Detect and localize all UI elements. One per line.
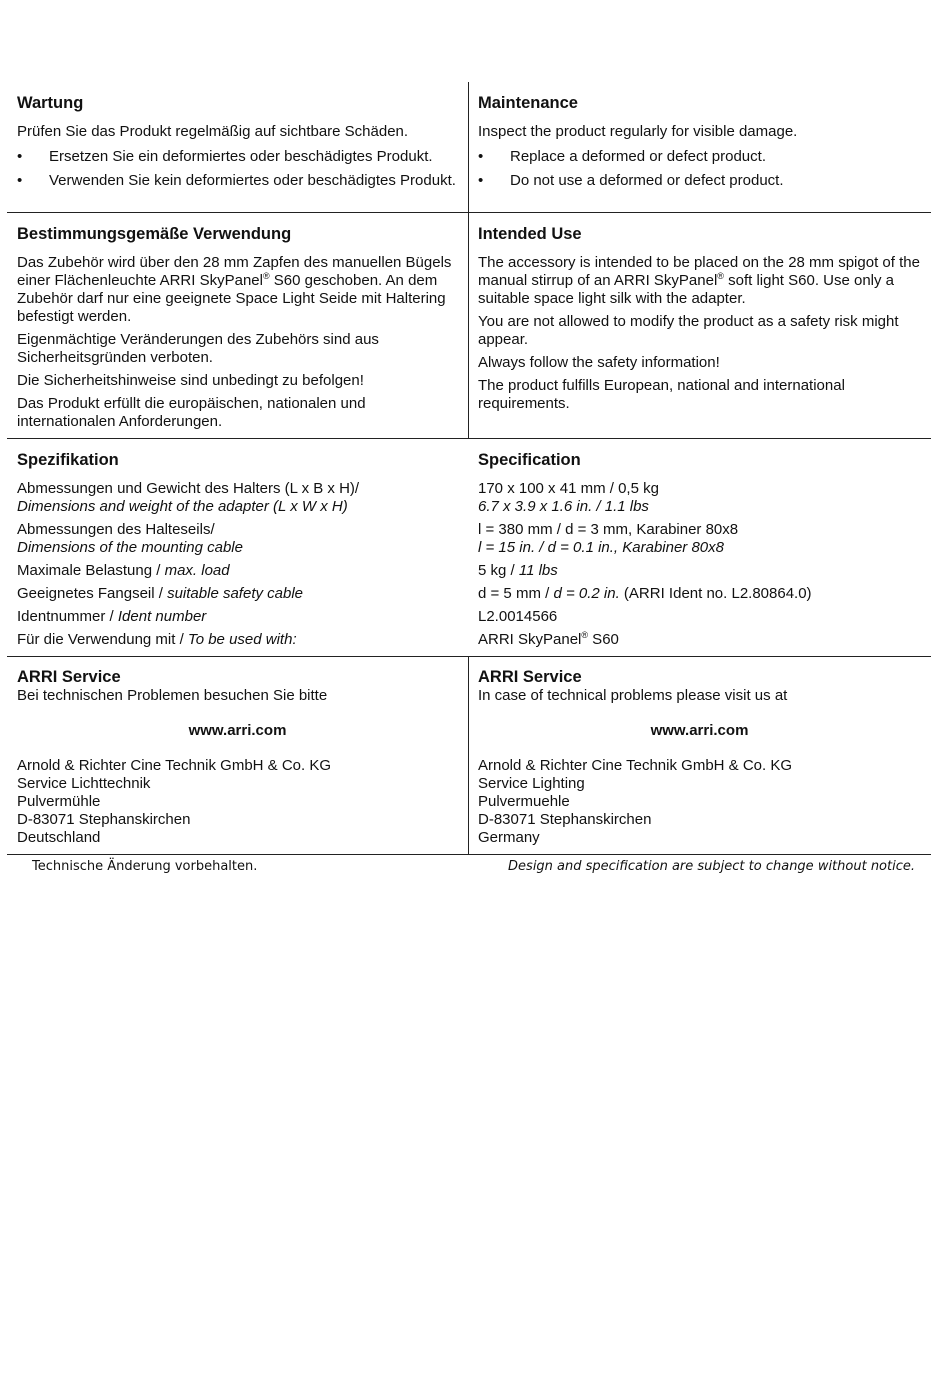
service-en-cell xyxy=(469,657,931,854)
service-de-text: Bei technischen Problemen besuchen Sie bitte xyxy=(17,687,328,704)
spec-value: 5 kg / 11 lbs xyxy=(478,562,558,579)
list-item: • Verwenden Sie kein deformiertes oder beschädigtes Produkt. xyxy=(17,172,456,189)
list-item: • Ersetzen Sie ein deformiertes oder beschädigtes Produkt. xyxy=(17,148,433,165)
registered-mark: ® xyxy=(717,271,724,281)
service-de-cell xyxy=(7,657,469,854)
wartung-intro: Prüfen Sie das Produkt regelmäßig auf sichtbare Schäden. xyxy=(17,123,409,140)
wartung-heading: Wartung xyxy=(17,94,84,112)
spec-label: Abmessungen und Gewicht des Halters (L x B x H)/ Dimensions and weight of the adapter (L x W x H) xyxy=(17,480,360,515)
list-item: • Do not use a deformed or defect product. xyxy=(478,172,784,189)
service-en-url[interactable]: www.arri.com xyxy=(650,722,749,739)
specification-row xyxy=(7,439,931,657)
spec-label: Identnummer / Ident number xyxy=(17,608,207,625)
address-line: Pulvermühle xyxy=(17,793,101,810)
spezifikation-heading: Spezifikation xyxy=(17,451,119,469)
bullet-icon: • xyxy=(478,148,484,165)
intended-paragraph-2: You are not allowed to modify the product as a safety risk might appear. xyxy=(478,313,899,348)
spec-value: ARRI SkyPanel® S60 xyxy=(478,630,619,648)
service-en-address xyxy=(478,757,921,847)
bestimmung-paragraph-2: Eigenmächtige Veränderungen des Zubehörs sind aus Sicherheitsgründen verboten. xyxy=(17,331,379,366)
registered-mark: ® xyxy=(581,630,589,640)
intended-use-row xyxy=(7,213,931,439)
specification-heading: Specification xyxy=(478,451,581,469)
bullet-icon: • xyxy=(478,172,484,189)
bestimmung-cell xyxy=(7,213,469,438)
address-line: Service Lichttechnik xyxy=(17,775,151,792)
specification-cell xyxy=(469,439,931,656)
registered-mark: ® xyxy=(262,271,270,281)
address-line: Deutschland xyxy=(17,829,101,846)
maintenance-list xyxy=(478,148,921,190)
bestimmung-paragraph-3: Die Sicherheitshinweise sind unbedingt zu befolgen! xyxy=(17,372,364,389)
maintenance-heading: Maintenance xyxy=(478,94,578,112)
spec-label: Maximale Belastung / max. load xyxy=(17,562,230,579)
maintenance-intro: Inspect the product regularly for visible damage. xyxy=(478,123,798,140)
address-line: Pulvermuehle xyxy=(478,793,570,810)
address-line: D-83071 Stephanskirchen xyxy=(478,811,652,828)
service-de-heading: ARRI Service xyxy=(17,668,121,686)
spec-value: 170 x 100 x 41 mm / 0,5 kg 6.7 x 3.9 x 1.6 in. / 1.1 lbs xyxy=(478,480,659,515)
footer xyxy=(0,859,950,879)
address-line: D-83071 Stephanskirchen xyxy=(17,811,191,828)
address-line: Arnold & Richter Cine Technik GmbH & Co. KG xyxy=(17,757,332,774)
service-de-address xyxy=(17,757,458,847)
footer-right-note: Design and specification are subject to change without notice. xyxy=(508,859,915,874)
spec-label: Für die Verwendung mit / To be used with: xyxy=(17,631,297,648)
intended-heading: Intended Use xyxy=(478,225,582,243)
spec-label: Abmessungen des Halteseils/ Dimensions of the mounting cable xyxy=(17,521,243,556)
maintenance-row xyxy=(7,82,931,213)
bestimmung-paragraph-1: Das Zubehör wird über den 28 mm Zapfen des manuellen Bügels einer Flächenleuchte ARRI SkyPanel® S60 geschoben. An dem Zubehör darf nur eine geeignete Space Light Seide mit Haltering befestigt werden. xyxy=(17,254,452,325)
intended-paragraph-1: The accessory is intended to be placed on the 28 mm spigot of the manual stirrup of an ARRI SkyPanel® soft light S60. Use only a suitable space light silk with the adapter. xyxy=(478,254,920,307)
address-line: Service Lighting xyxy=(478,775,585,792)
service-de-url[interactable]: www.arri.com xyxy=(188,722,287,739)
service-row xyxy=(7,657,931,855)
spec-value: d = 5 mm / d = 0.2 in. (ARRI Ident no. L2.80864.0) xyxy=(478,585,812,602)
spec-label: Geeignetes Fangseil / suitable safety cable xyxy=(17,585,304,602)
wartung-cell xyxy=(7,82,469,212)
intended-cell xyxy=(469,213,931,438)
intended-paragraph-4: The product fulfills European, national and international requirements. xyxy=(478,377,845,412)
service-en-heading: ARRI Service xyxy=(478,668,582,686)
service-en-text: In case of technical problems please visit us at xyxy=(478,687,788,704)
bullet-icon: • xyxy=(17,148,23,165)
document-table xyxy=(7,82,931,855)
intended-paragraph-3: Always follow the safety information! xyxy=(478,354,720,371)
spec-value: l = 380 mm / d = 3 mm, Karabiner 80x8 l = 15 in. / d = 0.1 in., Karabiner 80x8 xyxy=(478,521,739,556)
address-line: Arnold & Richter Cine Technik GmbH & Co. KG xyxy=(478,757,793,774)
wartung-list xyxy=(17,148,458,190)
bestimmung-paragraph-4: Das Produkt erfüllt die europäischen, nationalen und internationalen Anforderungen. xyxy=(17,395,366,430)
address-line: Germany xyxy=(478,829,540,846)
spec-value: L2.0014566 xyxy=(478,608,558,625)
bestimmung-heading: Bestimmungsgemäße Verwendung xyxy=(17,225,292,243)
maintenance-cell xyxy=(469,82,931,212)
list-item: • Replace a deformed or defect product. xyxy=(478,148,766,165)
footer-left-note: Technische Änderung vorbehalten. xyxy=(32,859,258,874)
spezifikation-cell xyxy=(7,439,469,656)
bullet-icon: • xyxy=(17,172,23,189)
